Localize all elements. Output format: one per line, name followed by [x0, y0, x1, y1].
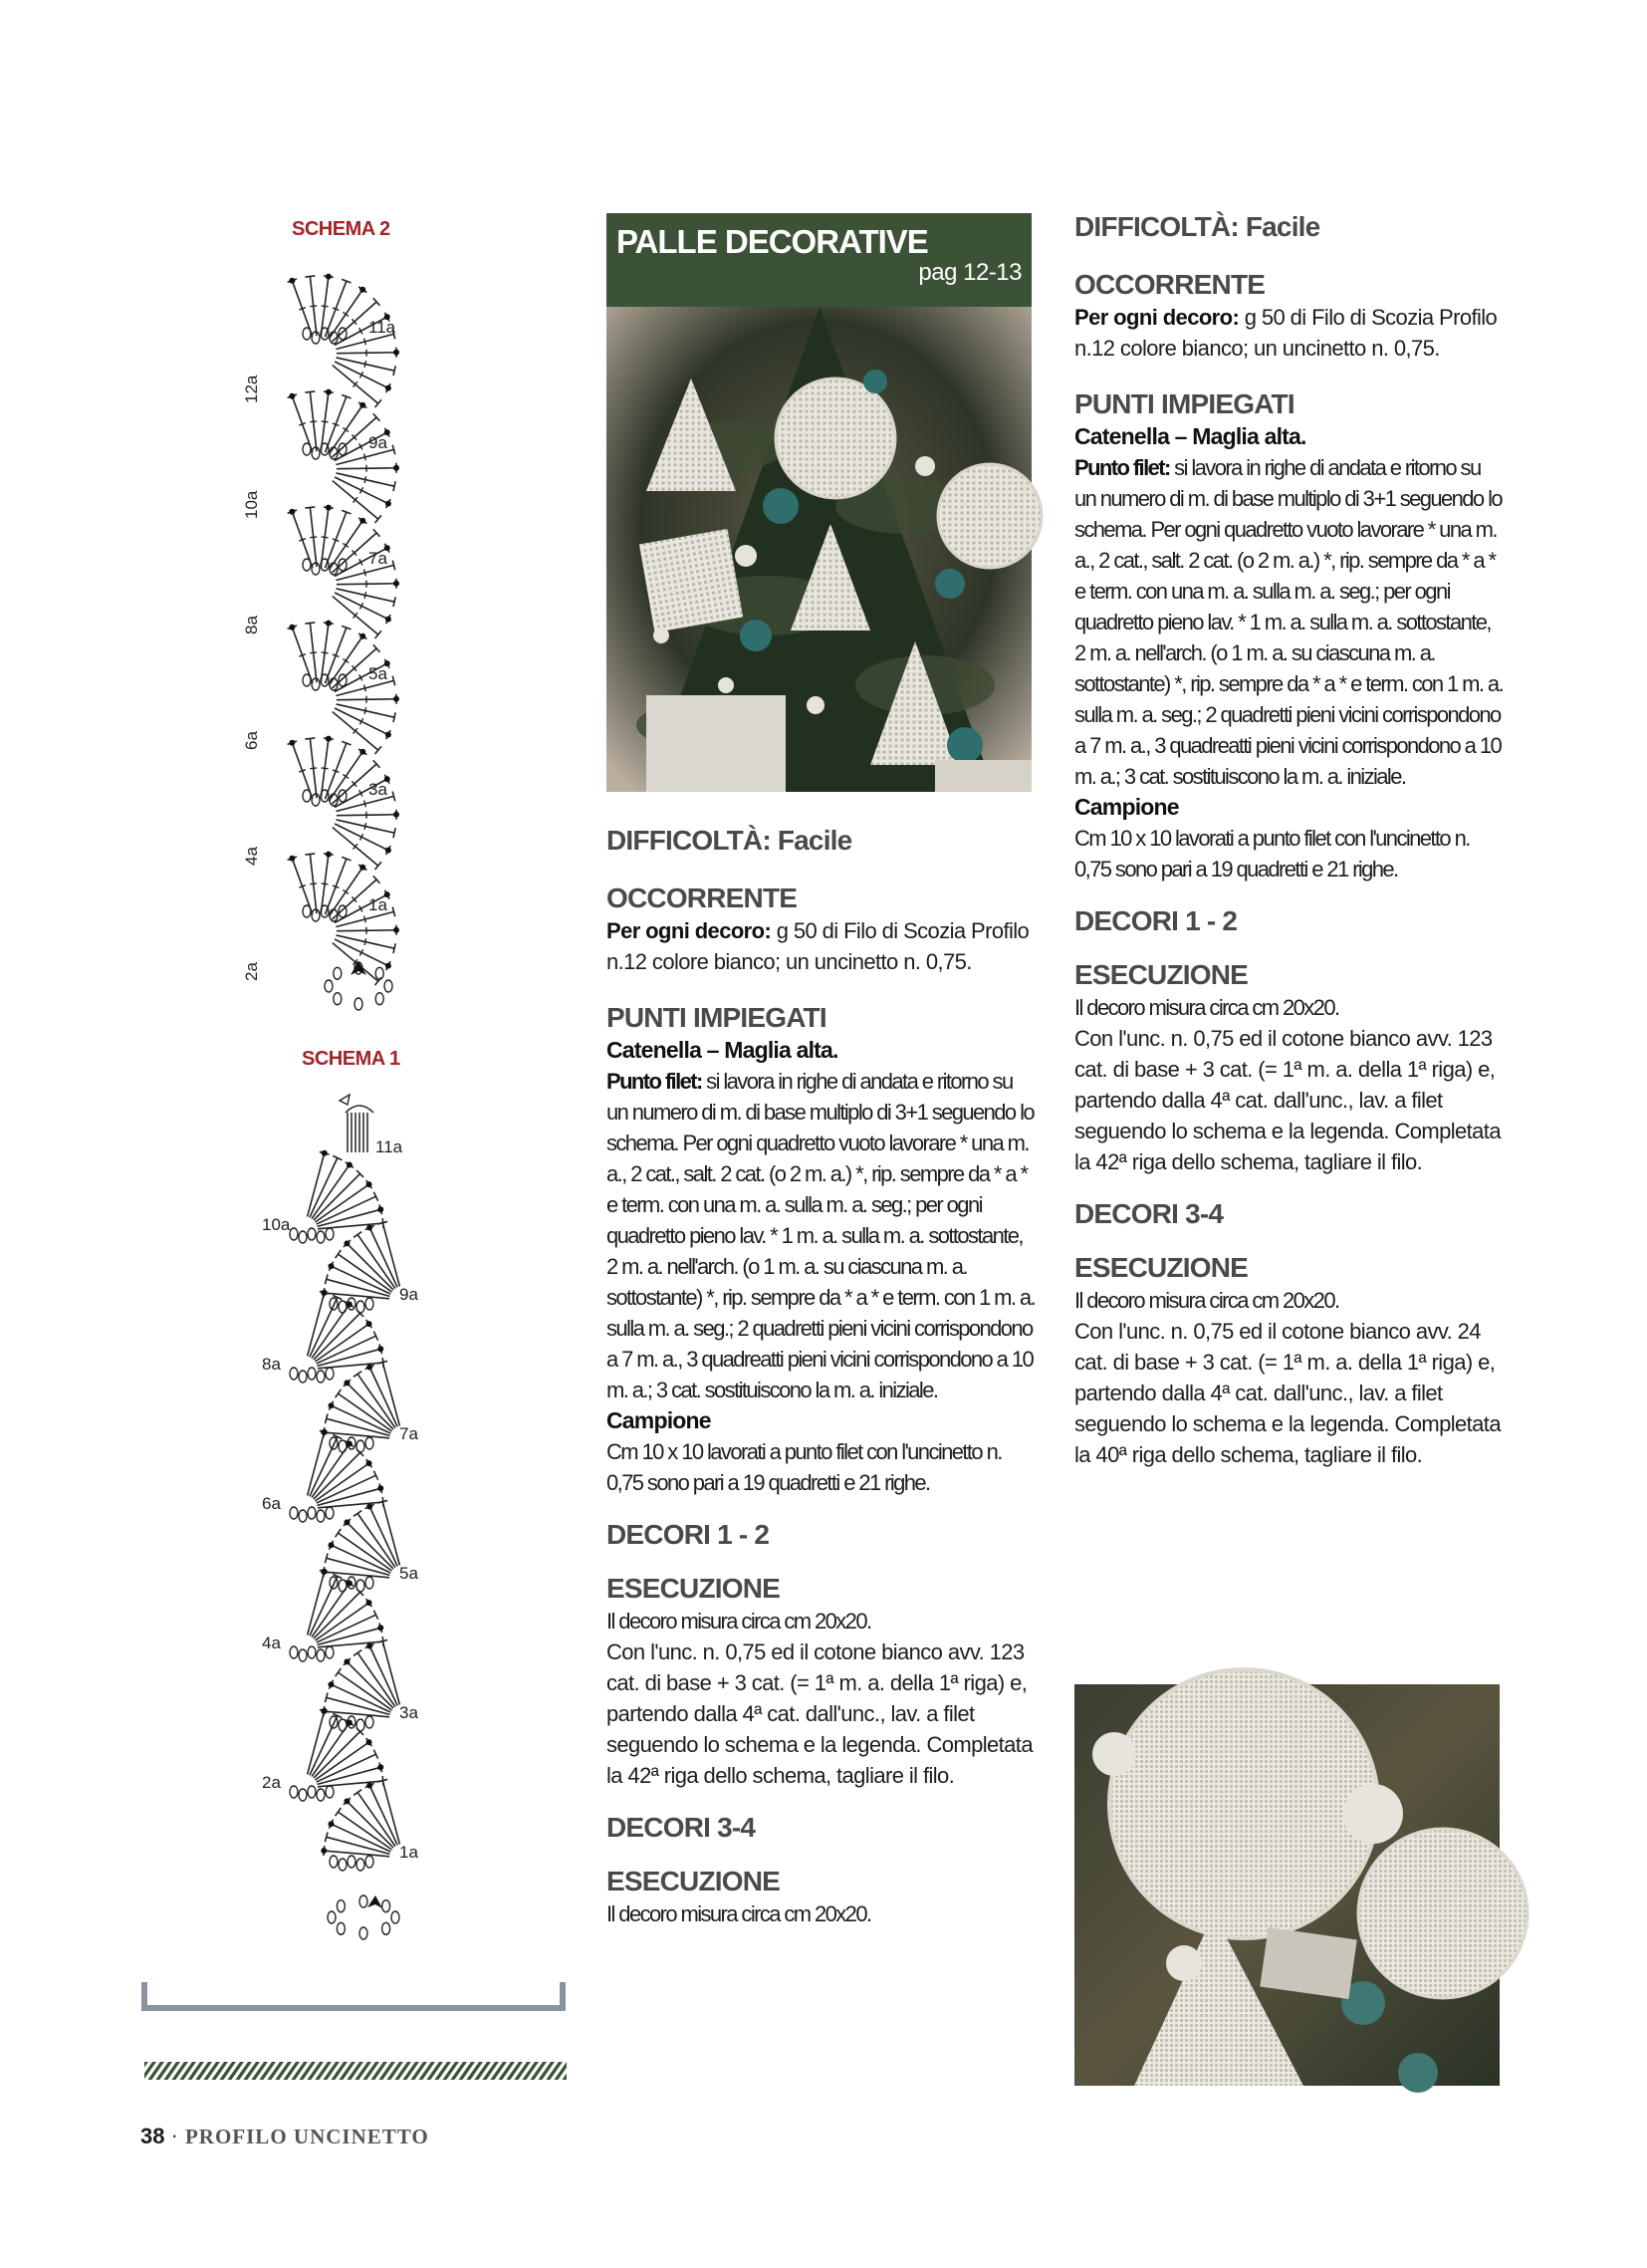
schema-2-row-label: 6a: [242, 731, 261, 750]
publication-name: PROFILO UNCINETTO: [184, 2125, 429, 2148]
schema-2-diagram: [242, 254, 478, 1011]
christmas-tree-photo: [606, 307, 1032, 792]
esecuzione-1-text: Con l'unc. n. 0,75 ed il cotone bianco avv. 123 cat. di base + 3 cat. (= 1ª m. a. della 1ª riga) e, partendo dalla 4ª cat. dall'unc., lav. a filet seguendo lo schema e la legenda. Completata la 42ª riga dello schema, tagliare il filo.: [606, 1639, 1033, 1788]
text-column-1: [606, 824, 1037, 1929]
punti-subheading: Catenella – Maglia alta.: [1074, 423, 1306, 449]
schema-2-row-label: 1a: [368, 895, 387, 914]
schema-1-row-label: 7a: [399, 1424, 418, 1443]
esecuzione-2-heading: ESECUZIONE: [606, 1866, 781, 1896]
filet-text: Punto filet: si lavora in righe di andata e ritorno su un numero di m. di base multiplo di 3+1 seguendo lo schema. Per ogni quadretto vuoto lavorare * una m. a., 2 cat., salt. 2 cat. (o 2 m. a.) *, rip. sempre da * a * e term. con una m. a. sulla m. a. seg.; per ogni quadretto pieno lav. * 1 m. a. sulla m. a. sottostante, 2 m. a. nell'arch. (o 1 m. a. su ciascuna m. a. sottostante) *, rip. sempre da * a * e term. con 1 m. a. sulla m. a. seg.; 2 quadretti pieni vicini corrispondono a 7 m. a., 3 quadreatti pieni vicini corrispondono a 10 m. a.; 3 cat. sostituiscono la m. a. iniziale.: [1074, 455, 1504, 789]
esecuzione-1-heading: ESECUZIONE: [606, 1573, 781, 1604]
page-reference: pag 12-13: [918, 259, 1022, 286]
schema-1-row-label: 10a: [262, 1215, 291, 1234]
punti-heading: PUNTI IMPIEGATI: [1074, 388, 1294, 419]
schema-2-row-label: 12a: [242, 375, 261, 403]
schema-1-row-label: 11a: [375, 1137, 403, 1156]
decorative-bracket: [140, 1980, 569, 2040]
esecuzione-2-size: Il decoro misura circa cm 20x20.: [1074, 1288, 1339, 1313]
occorrente-heading: OCCORRENTE: [1074, 269, 1266, 300]
filet-text: Punto filet: si lavora in righe di andata e ritorno su un numero di m. di base multiplo di 3+1 seguendo lo schema. Per ogni quadretto vuoto lavorare * una m. a., 2 cat., salt. 2 cat. (o 2 m. a.) *, rip. sempre da * a * e term. con una m. a. sulla m. a. seg.; per ogni quadretto pieno lav. * 1 m. a. sulla m. a. sottostante, 2 m. a. nell'arch. (o 1 m. a. su ciascuna m. a. sottostante) *, rip. sempre da * a * e term. con 1 m. a. sulla m. a. seg.; 2 quadretti pieni vicini corrispondono a 7 m. a., 3 quadreatti pieni vicini corrispondono a 10 m. a.; 3 cat. sostituiscono la m. a. iniziale.: [606, 1069, 1036, 1402]
schema-2-row-label: 8a: [242, 616, 261, 634]
text-column-2: [1074, 210, 1505, 1470]
schema-2-row-label: 3a: [368, 780, 387, 799]
schema-1-label: SCHEMA 1: [302, 1048, 400, 1070]
campione-text: Cm 10 x 10 lavorati a punto filet con l'uncinetto n. 0,75 sono pari a 19 quadretti e 21 righe.: [606, 1439, 1002, 1495]
schema-2-row-label: 5a: [368, 664, 387, 683]
page-footer: [140, 2124, 429, 2149]
article-header: [606, 213, 1032, 307]
punti-subheading: Catenella – Maglia alta.: [606, 1037, 838, 1063]
schema-1-row-label: 9a: [399, 1285, 418, 1304]
schema-1-row-label: 6a: [262, 1494, 281, 1513]
decori-1-2-heading: DECORI 1 - 2: [606, 1519, 770, 1550]
schema-1-row-label: 3a: [399, 1703, 418, 1722]
decori-3-4-heading: DECORI 3-4: [1074, 1198, 1224, 1229]
campione-text: Cm 10 x 10 lavorati a punto filet con l'uncinetto n. 0,75 sono pari a 19 quadretti e 21 righe.: [1074, 826, 1470, 882]
occorrente-text: Per ogni decoro: g 50 di Filo di Scozia Profilo n.12 colore bianco; un uncinetto n. 0,75.: [606, 918, 1030, 974]
decori-3-4-heading: DECORI 3-4: [606, 1812, 756, 1843]
schema-1-diagram: [264, 1091, 463, 1947]
schema-1-row-label: 1a: [399, 1843, 418, 1862]
schema-2-row-label: 9a: [368, 433, 387, 452]
schema-1-row-label: 8a: [262, 1355, 281, 1374]
schema-2-row-label: 10a: [242, 490, 261, 519]
decori-1-2-heading: DECORI 1 - 2: [1074, 905, 1238, 936]
schema-1-row-label: 2a: [262, 1773, 281, 1792]
article-title: PALLE DECORATIVE: [616, 223, 928, 260]
occorrente-text: Per ogni decoro: g 50 di Filo di Scozia Profilo n.12 colore bianco; un uncinetto n. 0,75.: [1074, 305, 1498, 361]
difficulty-heading: DIFFICOLTÀ: Facile: [1074, 211, 1320, 242]
schema-2-row-label: 7a: [368, 549, 387, 568]
ornaments-closeup-photo: [1074, 1684, 1500, 2086]
schema-2-row-label: 2a: [242, 962, 261, 981]
esecuzione-1-size: Il decoro misura circa cm 20x20.: [606, 1609, 871, 1634]
schema-1-row-label: 4a: [262, 1634, 281, 1652]
schema-2-row-label: 11a: [368, 318, 396, 337]
punti-heading: PUNTI IMPIEGATI: [606, 1002, 826, 1033]
footer-separator: ·: [170, 2125, 179, 2148]
esecuzione-1-text: Con l'unc. n. 0,75 ed il cotone bianco avv. 123 cat. di base + 3 cat. (= 1ª m. a. della 1ª riga) e, partendo dalla 4ª cat. dall'unc., lav. a filet seguendo lo schema e la legenda. Completata la 42ª riga dello schema, tagliare il filo.: [1074, 1026, 1501, 1174]
esecuzione-2-size: Il decoro misura circa cm 20x20.: [606, 1901, 871, 1926]
campione-heading: Campione: [606, 1407, 711, 1433]
occorrente-heading: OCCORRENTE: [606, 882, 798, 913]
esecuzione-1-size: Il decoro misura circa cm 20x20.: [1074, 995, 1339, 1020]
schema-2-row-label: 4a: [242, 847, 261, 866]
schema-1-row-label: 5a: [399, 1564, 418, 1583]
campione-heading: Campione: [1074, 794, 1179, 820]
schema-2-label: SCHEMA 2: [292, 218, 390, 240]
esecuzione-1-heading: ESECUZIONE: [1074, 959, 1249, 990]
esecuzione-2-text: Con l'unc. n. 0,75 ed il cotone bianco avv. 24 cat. di base + 3 cat. (= 1ª m. a. della 1ª riga) e, partendo dalla 4ª cat. dall'unc., lav. a filet seguendo lo schema e la legenda. Completata la 40ª riga dello schema, tagliare il filo.: [1074, 1319, 1501, 1467]
page-number: 38: [140, 2124, 165, 2148]
esecuzione-2-heading: ESECUZIONE: [1074, 1252, 1249, 1283]
difficulty-heading: DIFFICOLTÀ: Facile: [606, 825, 852, 856]
decorative-hatch-bar: [144, 2062, 567, 2082]
